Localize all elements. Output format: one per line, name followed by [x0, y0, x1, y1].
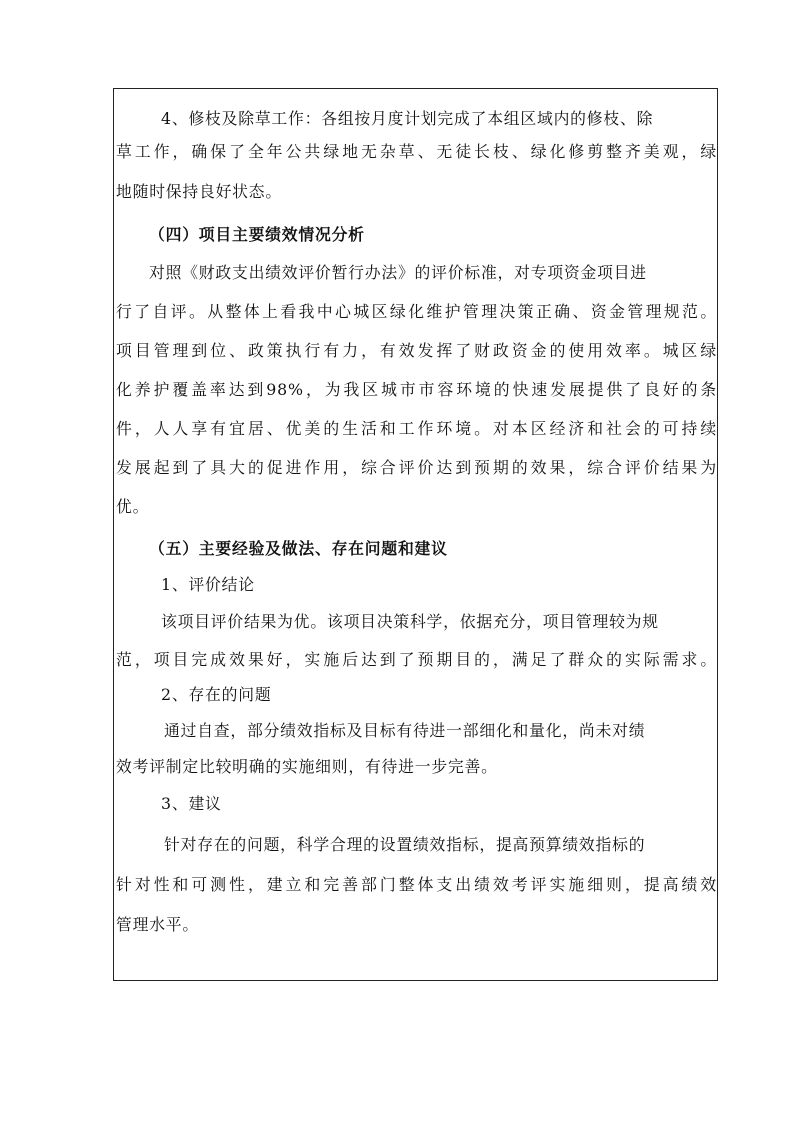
content-table-cell: [113, 88, 718, 981]
para-conclusion-line-1: 该项目评价结果为优。该项目决策科学，依据充分，项目管理较为规: [161, 612, 659, 631]
para-mowing-line-2: 草工作，确保了全年公共绿地无杂草、无徒长枝、绿化修剪整齐美观，绿: [116, 142, 717, 161]
para-analysis-line-2: 行了自评。从整体上看我中心城区绿化维护管理决策正确、资金管理规范。: [116, 302, 717, 321]
subheading-conclusion: 1、评价结论: [161, 575, 255, 594]
para-suggestions-line-3: 管理水平。: [116, 915, 199, 934]
para-conclusion-line-2: 范，项目完成效果好，实施后达到了预期目的，满足了群众的实际需求。: [116, 650, 717, 669]
para-analysis-line-1: 对照《财政支出绩效评价暂行办法》的评价标准，对专项资金项目进: [149, 263, 647, 282]
subheading-suggestions: 3、建议: [161, 794, 222, 813]
para-analysis-line-4: 化养护覆盖率达到98%，为我区城市市容环境的快速发展提供了良好的条: [116, 380, 717, 399]
section-heading-4: （四）项目主要绩效情况分析: [149, 225, 365, 244]
para-mowing-line-3: 地随时保持良好状态。: [116, 182, 282, 201]
para-analysis-line-7: 优。: [116, 497, 150, 516]
para-suggestions-line-2: 针对性和可测性，建立和完善部门整体支出绩效考评实施细则，提高绩效: [116, 875, 717, 894]
section-heading-5: （五）主要经验及做法、存在问题和建议: [149, 539, 448, 558]
para-mowing-line-1: 4、修枝及除草工作：各组按月度计划完成了本组区域内的修枝、除: [161, 109, 654, 128]
para-analysis-line-3: 项目管理到位、政策执行有力，有效发挥了财政资金的使用效率。城区绿: [116, 341, 717, 360]
para-analysis-line-6: 发展起到了具大的促进作用，综合评价达到预期的效果，综合评价结果为: [116, 458, 717, 477]
subheading-problems: 2、存在的问题: [161, 685, 272, 704]
para-suggestions-line-1: 针对存在的问题，科学合理的设置绩效指标，提高预算绩效指标的: [164, 835, 646, 854]
para-problems-line-2: 效考评制定比较明确的实施细则，有待进一步完善。: [116, 757, 498, 776]
para-analysis-line-5: 件，人人享有宜居、优美的生活和工作环境。对本区经济和社会的可持续: [116, 419, 717, 438]
para-problems-line-1: 通过自查，部分绩效指标及目标有待进一部细化和量化，尚未对绩: [164, 721, 646, 740]
